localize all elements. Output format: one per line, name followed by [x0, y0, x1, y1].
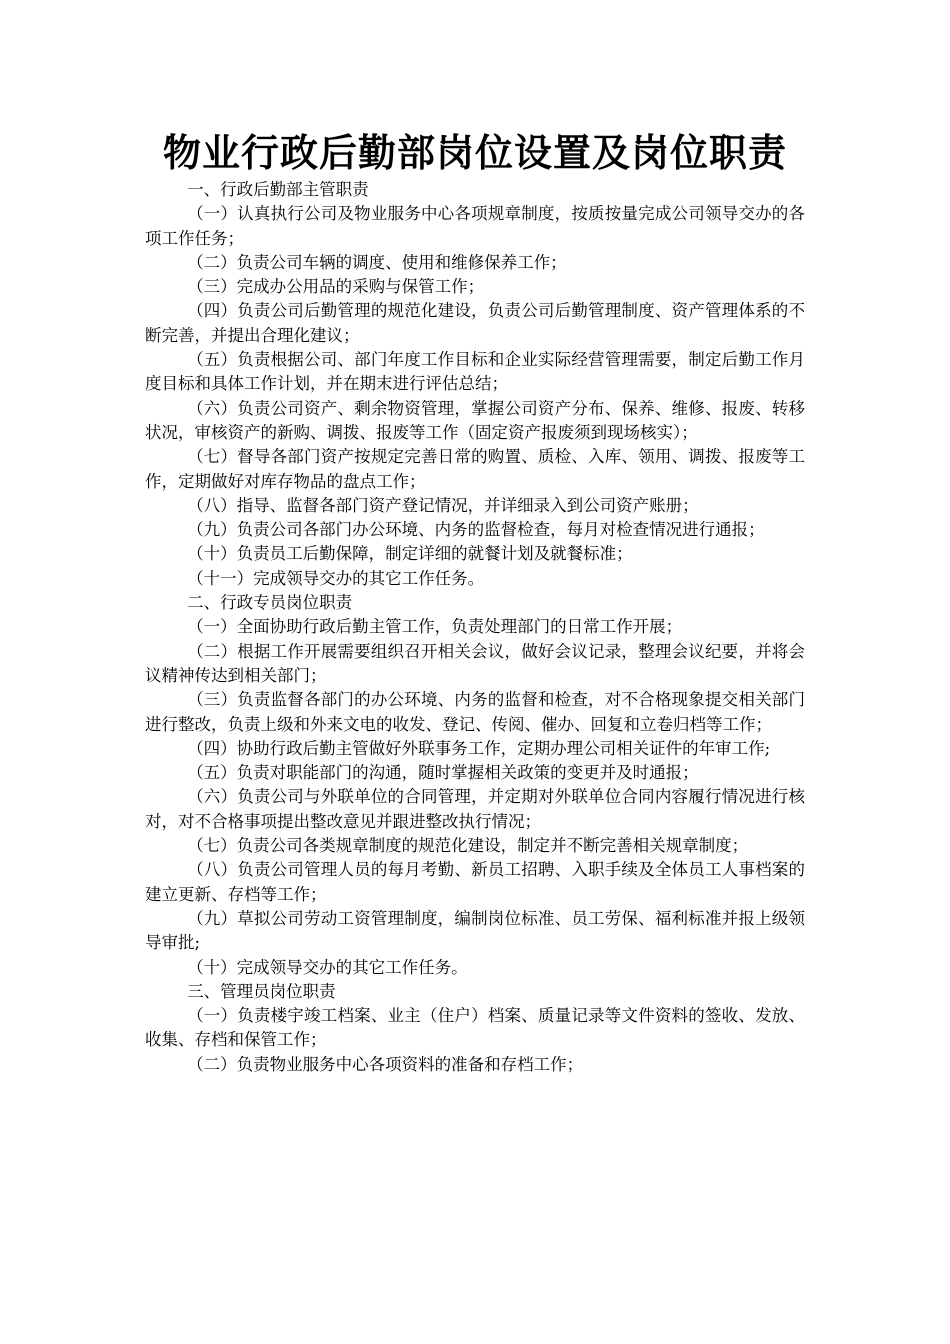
- section-1-item-7: （七）督导各部门资产按规定完善日常的购置、质检、入库、领用、调拨、报废等工作，定期做好对库存物品的盘点工作；: [145, 447, 805, 491]
- section-1-item-8: （八）指导、监督各部门资产登记情况，并详细录入到公司资产账册；: [187, 495, 699, 515]
- section-1-item-9: （九）负责公司各部门办公环境、内务的监督检查，每月对检查情况进行通报；: [187, 520, 765, 540]
- document-title: 物业行政后勤部岗位设置及岗位职责: [162, 130, 787, 175]
- section-1-item-4: （四）负责公司后勤管理的规范化建设，负责公司后勤管理制度、资产管理体系的不断完善，并提出合理化建议；: [145, 301, 805, 345]
- section-1-item-1: （一）认真执行公司及物业服务中心各项规章制度，按质按量完成公司领导交办的各项工作任务；: [145, 204, 805, 248]
- section-2-item-3: （三）负责监督各部门的办公环境、内务的监督和检查，对不合格现象提交相关部门进行整改，负责上级和外来文电的收发、登记、传阅、催办、回复和立卷归档等工作；: [145, 690, 805, 734]
- section-1-item-3: （三）完成办公用品的采购与保管工作；: [187, 277, 485, 297]
- section-2-item-5: （五）负责对职能部门的沟通，随时掌握相关政策的变更并及时通报；: [187, 763, 699, 783]
- section-2-item-10: （十）完成领导交办的其它工作任务。: [187, 957, 468, 977]
- section-3-item-2: （二）负责物业服务中心各项资料的准备和存档工作；: [187, 1054, 584, 1074]
- section-2-item-4: （四）协助行政后勤主管做好外联事务工作，定期办理公司相关证件的年审工作;: [187, 738, 771, 758]
- section-2-item-1: （一）全面协助行政后勤主管工作，负责处理部门的日常工作开展；: [187, 617, 683, 637]
- section-2-item-7: （七）负责公司各类规章制度的规范化建设，制定并不断完善相关规章制度；: [187, 836, 749, 856]
- document-body: [145, 178, 805, 1077]
- section-1-item-2: （二）负责公司车辆的调度、使用和维修保养工作；: [187, 252, 567, 272]
- section-heading-1: 一、行政后勤部主管职责: [187, 180, 369, 199]
- section-2-item-2: （二）根据工作开展需要组织召开相关会议，做好会议记录，整理会议纪要，并将会议精神传达到相关部门；: [145, 641, 805, 685]
- section-heading-3: 三、管理员岗位职责: [187, 981, 336, 1001]
- section-3-item-1: （一）负责楼宇竣工档案、业主（住户）档案、质量记录等文件资料的签收、发放、收集、存档和保管工作；: [145, 1006, 805, 1050]
- section-2-item-8: （八）负责公司管理人员的每月考勤、新员工招聘、入职手续及全体员工人事档案的建立更新、存档等工作；: [145, 860, 805, 904]
- section-1-item-11: （十一）完成领导交办的其它工作任务。: [187, 568, 485, 588]
- section-2-item-6: （六）负责公司与外联单位的合同管理，并定期对外联单位合同内容履行情况进行核对，对不合格事项提出整改意见并跟进整改执行情况；: [145, 787, 805, 831]
- section-heading-2: 二、行政专员岗位职责: [187, 593, 353, 613]
- section-1-item-10: （十）负责员工后勤保障，制定详细的就餐计划及就餐标准；: [187, 544, 633, 564]
- section-1-item-5: （五）负责根据公司、部门年度工作目标和企业实际经营管理需要，制定后勤工作月度目标和具体工作计划，并在期末进行评估总结；: [145, 350, 805, 394]
- section-1-item-6: （六）负责公司资产、剩余物资管理，掌握公司资产分布、保养、维修、报废、转移状况，审核资产的新购、调拨、报废等工作（固定资产报废须到现场核实）；: [145, 398, 805, 442]
- section-2-item-9: （九）草拟公司劳动工资管理制度，编制岗位标准、员工劳保、福利标准并报上级领导审批;: [145, 908, 805, 953]
